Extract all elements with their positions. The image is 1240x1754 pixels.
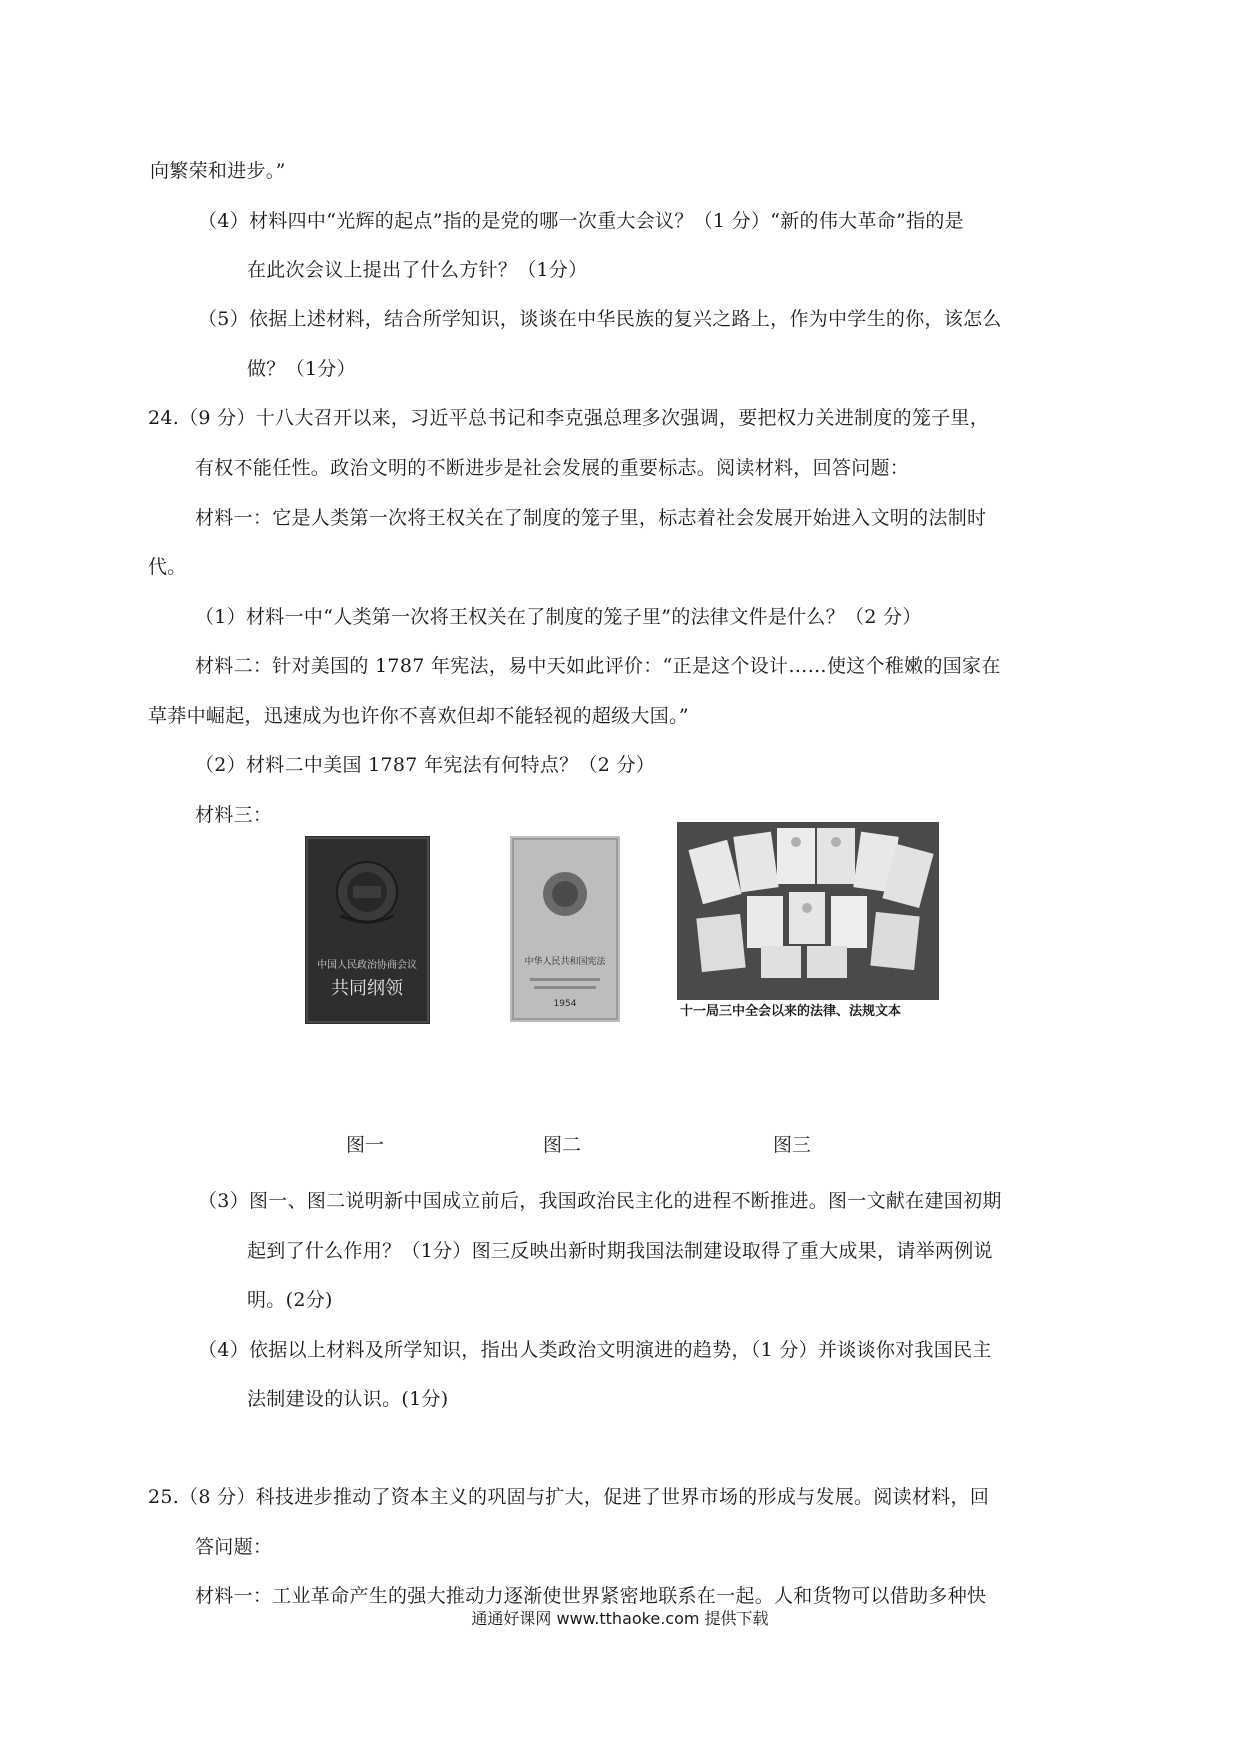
figure-1-label: 图一 — [346, 1134, 385, 1156]
question-24-4-line-1: （4）依据以上材料及所学知识，指出人类政治文明演进的趋势，（1 分）并谈谈你对我国民主 — [198, 1339, 992, 1361]
figure-3-label: 图三 — [773, 1134, 812, 1156]
fig1-cover-subtitle: 共同纲领 — [331, 978, 403, 999]
material-3-label: 材料三： — [195, 804, 273, 826]
question-24-3-line-1: （3）图一、图二说明新中国成立前后，我国政治民主化的进程不断推进。图一文献在建国初期 — [198, 1190, 1002, 1212]
question-25-line-1: 25.（8 分）科技进步推动了资本主义的巩固与扩大，促进了世界市场的形成与发展。阅读材料，回 — [148, 1486, 990, 1508]
question-24-3-line-2: 起到了什么作用？（1分）图三反映出新时期我国法制建设取得了重大成果，请举两例说 — [247, 1240, 993, 1262]
question-4-line-1: （4）材料四中“光辉的起点”指的是党的哪一次重大会议？（1 分）“新的伟大革命”指的是 — [198, 210, 964, 232]
question-5-line-1: （5）依据上述材料，结合所学知识，谈谈在中华民族的复兴之路上，作为中学生的你，该怎么 — [198, 308, 1002, 330]
fig2-cover-year: 1954 — [553, 999, 577, 1009]
question-24-line-2: 有权不能任性。政治文明的不断进步是社会发展的重要标志。阅读材料，回答问题： — [195, 457, 910, 479]
figure-2-image — [510, 836, 620, 1022]
question-24-1: （1）材料一中“人类第一次将王权关在了制度的笼子里”的法律文件是什么？（2 分） — [195, 606, 922, 628]
material-1-line-2: 代。 — [148, 556, 187, 578]
question-5-line-2: 做？（1分） — [247, 358, 356, 380]
fig2-cover-title: 中华人民共和国宪法 — [524, 957, 606, 967]
question-25-line-2: 答问题： — [195, 1536, 273, 1558]
question-24-line-1: 24.（9 分）十八大召开以来，习近平总书记和李克强总理多次强调，要把权力关进制度的笼子里， — [148, 407, 990, 429]
question-4-line-2: 在此次会议上提出了什么方针？（1分） — [247, 259, 588, 281]
figure-3-image — [677, 822, 939, 1000]
material-2-line-2: 草莽中崛起，迅速成为也许你不喜欢但却不能轻视的超级大国。” — [148, 705, 689, 727]
material-1-q25: 材料一：工业革命产生的强大推动力逐渐使世界紧密地联系在一起。人和货物可以借助多种快 — [195, 1585, 987, 1607]
figure-3-caption: 十一局三中全会以来的法律、法规文本 — [680, 1004, 902, 1019]
fig1-cover-title: 中国人民政治协商会议 — [317, 960, 417, 971]
question-24-2: （2）材料二中美国 1787 年宪法有何特点？（2 分） — [195, 754, 656, 776]
question-24-3-line-3: 明。(2分) — [247, 1289, 333, 1311]
figure-2-label: 图二 — [543, 1134, 582, 1156]
material-2-line-1: 材料二：针对美国的 1787 年宪法，易中天如此评价：“正是这个设计……使这个稚嫩的国家在 — [195, 655, 1001, 677]
question-24-4-line-2: 法制建设的认识。(1分) — [247, 1388, 449, 1410]
page-footer: 通通好课网 www.tthaoke.com 提供下载 — [471, 1609, 769, 1628]
figure-1-image — [305, 836, 430, 1024]
text-line-1: 向繁荣和进步。” — [150, 160, 286, 182]
material-1-line-1: 材料一：它是人类第一次将王权关在了制度的笼子里，标志着社会发展开始进入文明的法制时 — [195, 507, 987, 529]
